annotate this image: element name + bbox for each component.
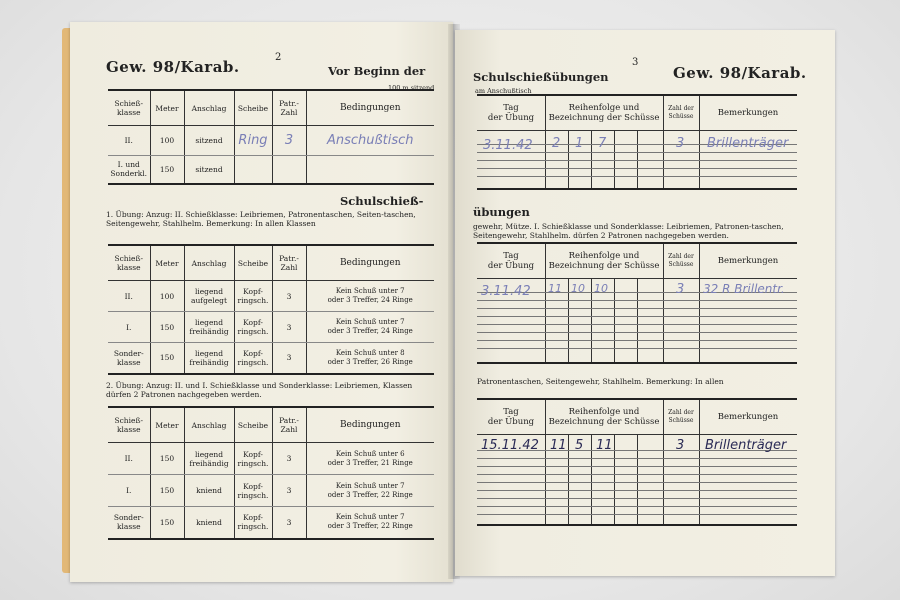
handwritten-patr: 3 <box>272 126 306 156</box>
cell-bedingungen: Kein Schuß unter 7 oder 3 Treffer, 24 Ringe <box>306 281 434 312</box>
table-row <box>108 443 434 475</box>
col-patr: Patr.- Zahl <box>272 90 306 126</box>
col-klasse: Schieß- klasse <box>108 245 150 281</box>
handwritten-count: 3 <box>676 136 685 151</box>
col-reihenfolge: Reihenfolge und Bezeichnung der Schüsse <box>548 251 660 271</box>
cell-klasse: Sonder- klasse <box>108 343 150 374</box>
middle-text: Patronentaschen, Seitengewehr, Stahlhelm. Bemerkung: In allen <box>477 377 724 386</box>
handwritten-shot: 11 <box>596 438 613 453</box>
handwritten-shot: 5 <box>575 438 584 453</box>
table-row <box>108 156 434 184</box>
col-scheibe: Scheibe <box>234 407 272 443</box>
handwritten-scheibe: Ring <box>234 126 272 156</box>
cell-meter: 150 <box>150 475 184 507</box>
handwritten-shot: 11 <box>550 438 567 453</box>
cell-scheibe: Kopf- ringsch. <box>234 475 272 507</box>
uebung1-text: 1. Übung: Anzug: II. Schießklasse: Leibriemen, Patronentaschen, Seiten-taschen, Seitengewehr, Stahlhelm. Bemerkung: In allen Klassen <box>106 210 416 228</box>
col-anschlag: Anschlag <box>184 90 234 126</box>
left-header-right: Vor Beginn der <box>328 64 426 78</box>
handwritten-shot: 11 <box>548 282 562 295</box>
right-header-sub: am Anschußtisch <box>475 87 532 95</box>
table-vor-beginn <box>108 89 434 185</box>
cell-meter: 100 <box>150 281 184 312</box>
right-header-left: Schulschießübungen <box>473 70 609 84</box>
col-reihenfolge: Reihenfolge und Bezeichnung der Schüsse <box>548 407 660 427</box>
cell-anschlag: kniend <box>184 507 234 539</box>
table-uebung-2 <box>108 406 434 540</box>
right-header-title: Gew. 98/Karab. <box>673 64 807 82</box>
section-title-schulschiess: Schulschieß- <box>340 194 424 208</box>
cell-meter: 150 <box>150 312 184 343</box>
cell-anschlag: kniend <box>184 475 234 507</box>
cell-patr: 3 <box>272 281 306 312</box>
cell-patr: 3 <box>272 475 306 507</box>
record-table-3 <box>477 398 797 526</box>
record-table-2 <box>477 242 797 364</box>
col-bedingungen: Bedingungen <box>306 407 434 443</box>
handwritten-date: 3.11.42 <box>483 138 533 153</box>
right-page-number: 3 <box>632 57 639 68</box>
col-scheibe: Scheibe <box>234 245 272 281</box>
handwritten-remark: Brillenträger <box>707 136 789 151</box>
handwritten-count: 3 <box>676 282 685 297</box>
col-scheibe: Scheibe <box>234 90 272 126</box>
col-bemerkungen: Bemerkungen <box>717 412 779 422</box>
col-tag: Tag der Übung <box>487 407 535 427</box>
table-row <box>108 126 434 156</box>
cell-anschlag: sitzend <box>184 156 234 184</box>
col-bedingungen: Bedingungen <box>306 90 434 126</box>
col-meter: Meter <box>150 407 184 443</box>
handwritten-date: 15.11.42 <box>481 438 539 453</box>
col-bemerkungen: Bemerkungen <box>717 108 779 118</box>
col-zahl: Zahl der Schüsse <box>668 253 694 268</box>
cell-anschlag: sitzend <box>184 126 234 156</box>
col-tag: Tag der Übung <box>487 251 535 271</box>
cell-klasse: II. <box>108 126 150 156</box>
left-page-number: 2 <box>275 52 282 63</box>
cell-scheibe: Kopf- ringsch. <box>234 281 272 312</box>
cell-bedingungen: Kein Schuß unter 7 oder 3 Treffer, 22 Ringe <box>306 475 434 507</box>
col-anschlag: Anschlag <box>184 245 234 281</box>
left-page <box>70 22 453 582</box>
col-patr: Patr.- Zahl <box>272 407 306 443</box>
cell-meter: 150 <box>150 343 184 374</box>
table-row <box>108 281 434 312</box>
cell-bedingungen: Kein Schuß unter 7 oder 3 Treffer, 24 Ringe <box>306 312 434 343</box>
table-row <box>108 312 434 343</box>
col-patr: Patr.- Zahl <box>272 245 306 281</box>
right-page <box>455 30 835 576</box>
uebungen-text: gewehr, Mütze. I. Schießklasse und Sonderklasse: Leibriemen, Patronen-taschen, Seitengewehr, Stahlhelm. dürfen 2 Patronen nachgegeben werden. <box>473 222 784 240</box>
handwritten-date: 3.11.42 <box>481 284 531 299</box>
cell-patr: 3 <box>272 312 306 343</box>
cell-scheibe: Kopf- ringsch. <box>234 507 272 539</box>
cell-meter: 100 <box>150 126 184 156</box>
table-row <box>108 507 434 539</box>
col-meter: Meter <box>150 245 184 281</box>
handwritten-shot: 1 <box>575 136 584 151</box>
handwritten-count: 3 <box>676 438 685 453</box>
cell-meter: 150 <box>150 507 184 539</box>
col-reihenfolge: Reihenfolge und Bezeichnung der Schüsse <box>548 103 660 123</box>
cell-anschlag: liegend freihändig <box>184 343 234 374</box>
cell-meter: 150 <box>150 443 184 475</box>
col-klasse: Schieß- klasse <box>108 407 150 443</box>
cell-anschlag: liegend freihändig <box>184 312 234 343</box>
table-row <box>108 475 434 507</box>
handwritten-bedingungen: Anschußtisch <box>306 126 434 156</box>
cell-patr: 3 <box>272 443 306 475</box>
handwritten-shot: 2 <box>552 136 561 151</box>
handwritten-shot: 7 <box>598 136 607 151</box>
cell-klasse: II. <box>108 443 150 475</box>
cell-bedingungen: Kein Schuß unter 8 oder 3 Treffer, 26 Ringe <box>306 343 434 374</box>
uebungen-title: übungen <box>473 205 530 219</box>
cell-klasse: I. und Sonderkl. <box>108 156 150 184</box>
col-zahl: Zahl der Schüsse <box>668 105 694 120</box>
table-uebung-1 <box>108 244 434 375</box>
cell-klasse: Sonder- klasse <box>108 507 150 539</box>
handwritten-shot: 10 <box>594 282 608 295</box>
cell-meter: 150 <box>150 156 184 184</box>
handwritten-shot: 10 <box>571 282 585 295</box>
uebung2-text: 2. Übung: Anzug: II. und I. Schießklasse und Sonderklasse: Leibriemen, Klassen dürfen 2 Patronen nachgegeben werden. <box>106 381 413 399</box>
col-tag: Tag der Übung <box>487 103 535 123</box>
cell-anschlag: liegend aufgelegt <box>184 281 234 312</box>
col-bedingungen: Bedingungen <box>306 245 434 281</box>
cell-patr: 3 <box>272 343 306 374</box>
col-bemerkungen: Bemerkungen <box>717 256 779 266</box>
cell-patr: 3 <box>272 507 306 539</box>
col-zahl: Zahl der Schüsse <box>668 409 694 424</box>
cell-scheibe: Kopf- ringsch. <box>234 343 272 374</box>
cell-klasse: I. <box>108 475 150 507</box>
left-header-title: Gew. 98/Karab. <box>106 58 240 76</box>
cell-klasse: II. <box>108 281 150 312</box>
record-table-1 <box>477 94 797 190</box>
cell-anschlag: liegend freihändig <box>184 443 234 475</box>
cell-scheibe: Kopf- ringsch. <box>234 443 272 475</box>
cell-bedingungen: Kein Schuß unter 7 oder 3 Treffer, 22 Ringe <box>306 507 434 539</box>
col-klasse: Schieß- klasse <box>108 90 150 126</box>
handwritten-remark: 32 R Brillentr. <box>703 282 785 296</box>
left-header-sub: 100 m sitzend <box>388 84 435 92</box>
cell-klasse: I. <box>108 312 150 343</box>
col-anschlag: Anschlag <box>184 407 234 443</box>
handwritten-remark: Brillenträger <box>705 438 787 453</box>
col-meter: Meter <box>150 90 184 126</box>
table-row <box>108 343 434 374</box>
cell-scheibe: Kopf- ringsch. <box>234 312 272 343</box>
cell-bedingungen: Kein Schuß unter 6 oder 3 Treffer, 21 Ringe <box>306 443 434 475</box>
